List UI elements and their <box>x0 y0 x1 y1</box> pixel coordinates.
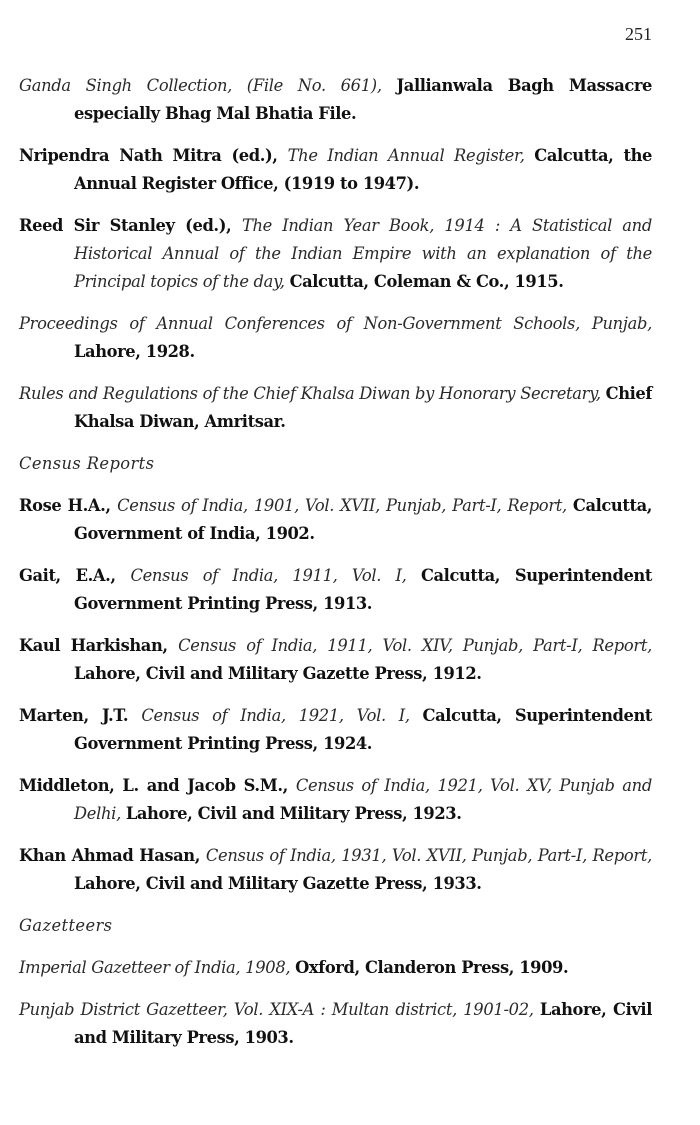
entry-author: Kaul Harkishan, <box>19 636 179 655</box>
entry-title: Census of India, 1921, Vol. I, <box>141 706 423 725</box>
entry-title: Ganda Singh Collection, (File No. 661), <box>19 76 397 95</box>
bibliography-list <box>19 72 652 1066</box>
entry-title: Punjab District Gazetteer, Vol. XIX-A : Multan district, 1901-02, <box>19 1000 540 1019</box>
bibliography-entry <box>19 310 652 366</box>
entry-publisher: Lahore, Civil and Military Press, 1923. <box>125 804 462 823</box>
entry-title: Census of India, 1901, Vol. XVII, Punjab, Part-I, Report, <box>117 496 573 515</box>
entry-publisher: Oxford, Clanderon Press, 1909. <box>295 958 569 977</box>
page-number: 251 <box>625 24 652 44</box>
entry-title: Census of India, 1931, Vol. XVII, Punjab, Part-I, Report, <box>205 846 652 865</box>
entry-publisher: Lahore, 1928. <box>74 342 195 361</box>
bibliography-entry <box>19 772 652 828</box>
entry-author: Rose H.A., <box>19 496 118 515</box>
entry-publisher: Calcutta, Government of India, 1902. <box>74 496 652 543</box>
entry-author: Nripendra Nath Mitra (ed.), <box>19 146 288 165</box>
entry-publisher: Calcutta, Superintendent Government Printing Press, 1924. <box>74 706 653 753</box>
entry-publisher: Jallianwala Bagh Massacre especially Bhag Mal Bhatia File. <box>74 76 652 123</box>
entry-publisher: Lahore, Civil and Military Gazette Press, 1933. <box>74 874 482 893</box>
entry-title: Rules and Regulations of the Chief Khalsa Diwan by Honorary Secretary, <box>19 384 606 403</box>
entry-publisher: Chief Khalsa Diwan, Amritsar. <box>74 384 652 431</box>
entry-publisher: Lahore, Civil and Military Gazette Press, 1912. <box>74 664 482 683</box>
entry-title: Imperial Gazetteer of India, 1908, <box>19 958 296 977</box>
bibliography-entry <box>19 212 652 296</box>
entry-title: Proceedings of Annual Conferences of Non-Government Schools, Punjab, <box>19 314 652 333</box>
bibliography-entry <box>19 954 652 982</box>
bibliography-entry <box>19 996 652 1052</box>
entry-author: Khan Ahmad Hasan, <box>19 846 206 865</box>
entry-title: The Indian Year Book, 1914 : A Statistical and Historical Annual of the Indian Empire with an explanation of the Principal topics of the day, <box>74 216 652 291</box>
entry-publisher: Lahore, Civil and Military Press, 1903. <box>74 1000 652 1047</box>
section-heading-census-reports: Census Reports <box>19 454 155 473</box>
entry-publisher: Calcutta, Coleman & Co., 1915. <box>289 272 564 291</box>
bibliography-entry <box>19 142 652 198</box>
section-heading-gazetteers: Gazetteers <box>19 916 113 935</box>
entry-title: The Indian Annual Register, <box>287 146 535 165</box>
bibliography-entry <box>19 632 652 688</box>
entry-title: Census of India, 1921, Vol. XV, Punjab and Delhi, <box>74 776 652 823</box>
entry-title: Census of India, 1911, Vol. XIV, Punjab, Part-I, Report, <box>178 636 652 655</box>
entry-author: Middleton, L. and Jacob S.M., <box>19 776 296 795</box>
entry-author: Marten, J.T. <box>19 706 142 725</box>
entry-publisher: Calcutta, the Annual Register Office, (1919 to 1947). <box>74 146 652 193</box>
bibliography-entry <box>19 842 652 898</box>
entry-title: Census of India, 1911, Vol. I, <box>130 566 421 585</box>
bibliography-entry <box>19 562 652 618</box>
bibliography-entry <box>19 492 652 548</box>
entry-publisher: Calcutta, Superintendent Government Printing Press, 1913. <box>74 566 652 613</box>
entry-author: Gait, E.A., <box>19 566 131 585</box>
bibliography-entry <box>19 380 652 436</box>
entry-author: Reed Sir Stanley (ed.), <box>19 216 242 235</box>
bibliography-entry <box>19 72 652 128</box>
bibliography-entry <box>19 702 652 758</box>
